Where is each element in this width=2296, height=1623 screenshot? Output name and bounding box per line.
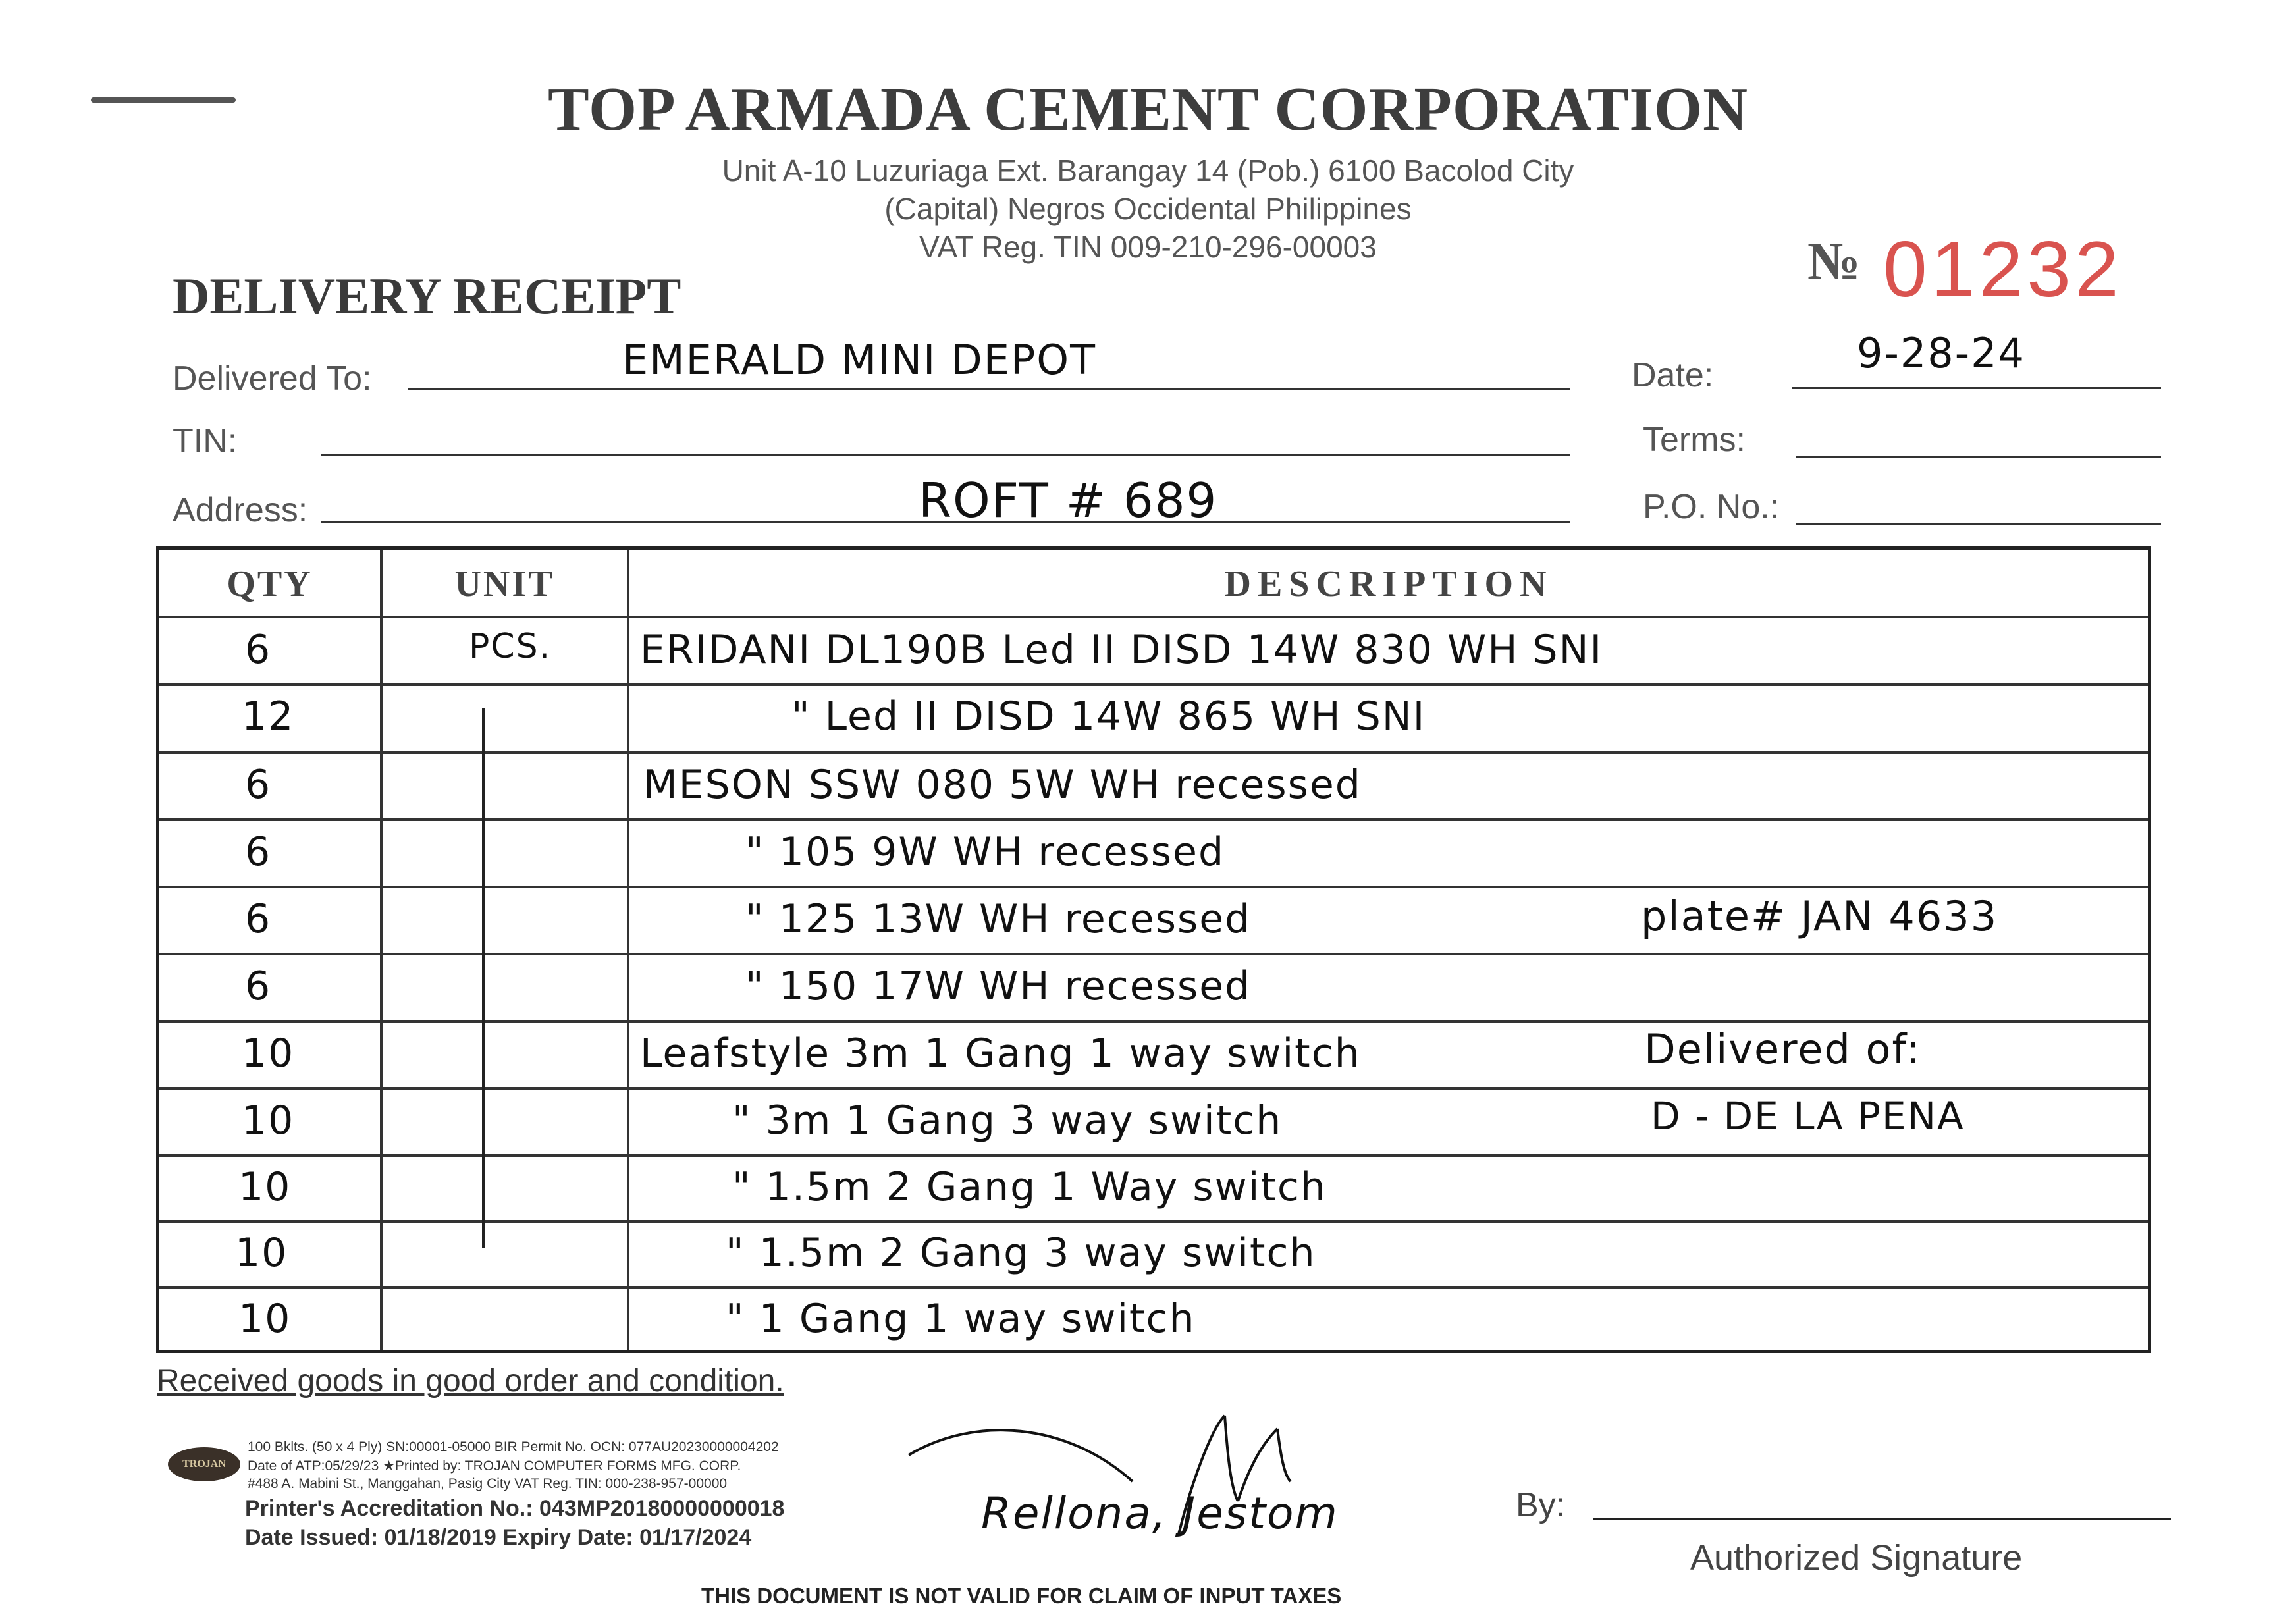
- row-qty[interactable]: 6: [245, 829, 272, 875]
- address-label: Address:: [173, 491, 308, 529]
- date-line: [1792, 387, 2161, 389]
- col-divider-qty: [380, 550, 383, 1350]
- tin-line: [321, 454, 1570, 456]
- header-qty: QTY: [227, 564, 313, 604]
- row-qty[interactable]: 6: [245, 627, 272, 673]
- po-number-label: P.O. No.:: [1643, 488, 1780, 526]
- row-line: [159, 1154, 2148, 1157]
- row-qty[interactable]: 6: [245, 762, 272, 808]
- header-description: DESCRIPTION: [1224, 564, 1553, 604]
- received-note: Received goods in good order and condition.: [157, 1364, 784, 1398]
- row-qty[interactable]: 10: [235, 1230, 288, 1276]
- header-unit: UNIT: [454, 564, 555, 604]
- driver-note: D - DE LA PENA: [1651, 1094, 1965, 1138]
- row-description[interactable]: ERIDANI DL190B Led II DISD 14W 830 WH SNI: [640, 627, 1603, 673]
- header-row-line: [159, 616, 2148, 618]
- receiver-signature: Rellona, Jestom: [981, 1488, 1339, 1539]
- receipt-number: 01232: [1883, 225, 2123, 313]
- delivered-to-label: Delivered To:: [173, 359, 372, 398]
- tax-notice: THIS DOCUMENT IS NOT VALID FOR CLAIM OF INPUT TAXES: [701, 1583, 1342, 1608]
- company-address-line2: (Capital) Negros Occidental Philippines: [884, 192, 1412, 226]
- address-value[interactable]: ROFT # 689: [919, 473, 1218, 528]
- row-description[interactable]: " 1.5m 2 Gang 3 way switch: [726, 1230, 1316, 1276]
- printer-logo: TROJAN: [168, 1447, 240, 1481]
- row-description[interactable]: " 3m 1 Gang 3 way switch: [732, 1098, 1283, 1144]
- row-line: [159, 1286, 2148, 1289]
- printer-line-1: 100 Bklts. (50 x 4 Ply) SN:00001-05000 BIR Permit No. OCN: 077AU20230000004202: [248, 1439, 779, 1454]
- row-qty[interactable]: 10: [238, 1296, 292, 1342]
- row-description[interactable]: " 1.5m 2 Gang 1 Way switch: [732, 1164, 1327, 1210]
- date-issued: Date Issued: 01/18/2019 Expiry Date: 01/17/2024: [245, 1525, 752, 1550]
- items-table: [156, 546, 2151, 1353]
- row-qty[interactable]: 6: [245, 896, 272, 942]
- signature-line: [1593, 1518, 2171, 1520]
- company-vat-tin: VAT Reg. TIN 009-210-296-00003: [919, 230, 1377, 264]
- row-description[interactable]: " 150 17W WH recessed: [745, 963, 1252, 1009]
- col-divider-unit: [627, 550, 629, 1350]
- row-line: [159, 886, 2148, 888]
- row-qty[interactable]: 10: [242, 1098, 295, 1144]
- row-line: [159, 1220, 2148, 1223]
- document-title: DELIVERY RECEIPT: [173, 267, 681, 325]
- row-qty[interactable]: 10: [242, 1030, 295, 1077]
- authorized-signature-label: Authorized Signature: [1690, 1538, 2023, 1578]
- row-qty[interactable]: 12: [242, 693, 295, 739]
- row-description[interactable]: Leafstyle 3m 1 Gang 1 way switch: [640, 1030, 1361, 1077]
- row-line: [159, 818, 2148, 821]
- row-unit[interactable]: PCS.: [469, 627, 552, 666]
- row-qty[interactable]: 10: [238, 1164, 292, 1210]
- company-address-line1: Unit A-10 Luzuriaga Ext. Barangay 14 (Pob.) 6100 Bacolod City: [722, 153, 1574, 188]
- tin-label: TIN:: [173, 422, 238, 460]
- delivered-to-value[interactable]: EMERALD MINI DEPOT: [622, 336, 1096, 384]
- row-line: [159, 953, 2148, 955]
- date-value[interactable]: 9-28-24: [1857, 329, 2025, 377]
- receipt-number-label: №: [1807, 232, 1861, 290]
- unit-ditto-line: [482, 708, 485, 1248]
- terms-label: Terms:: [1643, 421, 1746, 459]
- company-name: TOP ARMADA CEMENT CORPORATION: [548, 75, 1748, 144]
- row-description[interactable]: " Led II DISD 14W 865 WH SNI: [791, 693, 1426, 739]
- by-label: By:: [1516, 1486, 1566, 1524]
- printer-line-3: #488 A. Mabini St., Manggahan, Pasig City VAT Reg. TIN: 000-238-957-00000: [248, 1476, 728, 1491]
- row-line: [159, 1020, 2148, 1023]
- delivered-of-note: Delivered of:: [1644, 1025, 1921, 1073]
- row-description[interactable]: " 1 Gang 1 way switch: [726, 1296, 1196, 1342]
- printer-accreditation: Printer's Accreditation No.: 043MP20180000000018: [245, 1496, 785, 1521]
- row-description[interactable]: " 105 9W WH recessed: [745, 829, 1225, 875]
- row-line: [159, 1087, 2148, 1090]
- row-qty[interactable]: 6: [245, 963, 272, 1009]
- po-number-line: [1796, 523, 2161, 525]
- row-description[interactable]: MESON SSW 080 5W WH recessed: [643, 762, 1362, 808]
- terms-line: [1796, 456, 2161, 458]
- date-label: Date:: [1632, 356, 1714, 394]
- plate-note: plate# JAN 4633: [1641, 892, 1998, 940]
- row-line: [159, 683, 2148, 686]
- row-line: [159, 751, 2148, 754]
- row-description[interactable]: " 125 13W WH recessed: [745, 896, 1252, 942]
- delivered-to-line: [408, 388, 1570, 390]
- printer-line-2: Date of ATP:05/29/23 ★Printed by: TROJAN COMPUTER FORMS MFG. CORP.: [248, 1458, 741, 1474]
